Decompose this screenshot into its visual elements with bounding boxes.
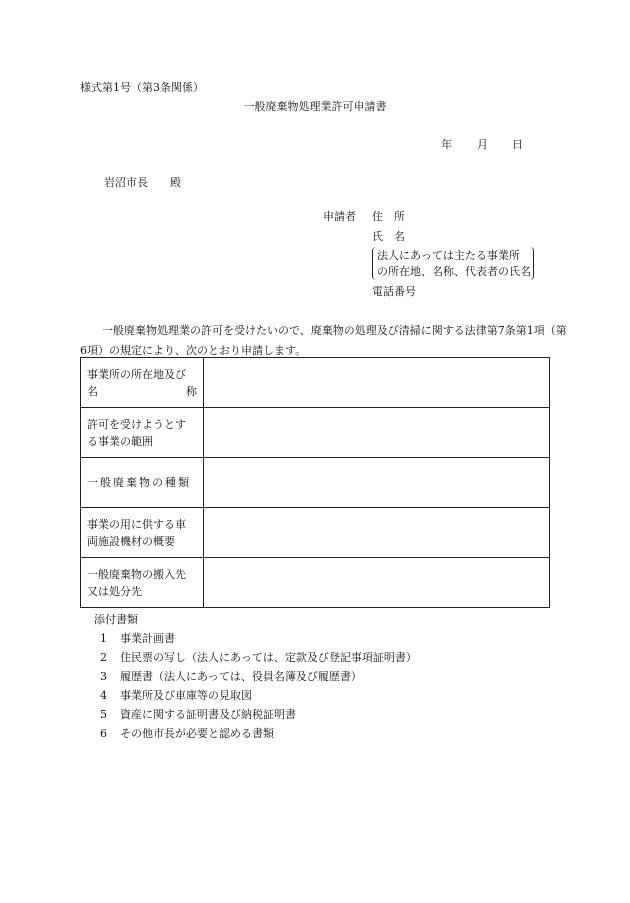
waste-type-label [81,458,204,508]
office-location-label [81,358,204,408]
list-item [100,727,274,741]
office-location-label-line2 [87,383,197,400]
vehicle-equipment-field[interactable] [204,508,550,558]
corporation-note-bracket [372,247,534,280]
business-scope-label-line1: 許可を受けようとす [87,417,186,431]
list-item-text: 事業計画書 [120,632,175,645]
application-statement: 一般廃棄物処理業の許可を受けたいので、廃棄物の処理及び清掃に関する法律第7条第1項（第6項）の規定により、次のとおり申請します。 [80,324,567,357]
vehicle-equipment-label-line1: 事業の用に供する車 [87,517,186,531]
list-item-number: 3 [100,670,107,683]
date-year-label: 年 [441,138,452,151]
vehicle-equipment-label-line2: 両施設機材の概要 [87,534,175,548]
document-title: 一般廃棄物処理業許可申請書 [243,100,387,113]
list-item-number: 5 [100,708,107,721]
vehicle-equipment-label [81,508,204,558]
list-item-text: 住民票の写し（法人にあっては、定款及び登記事項証明書） [120,651,417,664]
list-item-text: その他市長が必要と認める書類 [120,727,274,740]
waste-type-label-text: 一般廃棄物の種類 [87,476,191,489]
table-row [81,358,550,408]
date-month-label: 月 [477,138,488,151]
disposal-destination-label-line1: 一般廃棄物の搬入先 [87,567,186,581]
business-scope-label-line2: る事業の範囲 [87,434,153,448]
disposal-destination-label-line2: 又は処分先 [87,584,142,598]
disposal-destination-label [81,558,204,608]
table-row [81,458,550,508]
applicant-phone-label: 電話番号 [372,285,416,298]
applicant-label: 申請者 [323,210,356,223]
list-item [100,708,296,722]
list-item-text: 事業所及び車庫等の見取図 [120,689,252,702]
list-item [100,689,252,703]
office-location-label-line1: 事業所の所在地及び [87,367,186,381]
business-scope-field[interactable] [204,408,550,458]
table-row [81,558,550,608]
attachments-title: 添付書類 [94,613,138,626]
table-row [81,508,550,558]
list-item-number: 2 [100,651,107,664]
corporation-note-line1: 法人にあっては主たる事業所 [377,249,520,262]
office-location-label-name-b: 称 [186,384,197,398]
business-scope-label [81,408,204,458]
form-number: 様式第1号（第3条関係） [80,81,204,94]
list-item [100,651,417,665]
list-item-number: 1 [100,632,107,645]
list-item-text: 資産に関する証明書及び納税証明書 [120,708,296,721]
list-item [100,670,362,684]
office-location-label-name-a: 名 [87,384,98,398]
list-item-text: 履歴書（法人にあっては、役員名簿及び履歴書） [120,670,362,683]
table-row [81,408,550,458]
waste-type-field[interactable] [204,458,550,508]
applicant-name-label: 氏 名 [372,230,405,243]
list-item [100,632,175,646]
list-item-number: 4 [100,689,107,702]
office-location-field[interactable] [204,358,550,408]
addressee: 岩沼市長 殿 [104,176,181,189]
application-table [80,357,550,608]
disposal-destination-field[interactable] [204,558,550,608]
applicant-address-label: 住 所 [372,210,405,223]
list-item-number: 6 [100,727,107,740]
corporation-note-line2: の所在地、名称、代表者の氏名 [377,265,531,278]
date-day-label: 日 [512,138,523,151]
